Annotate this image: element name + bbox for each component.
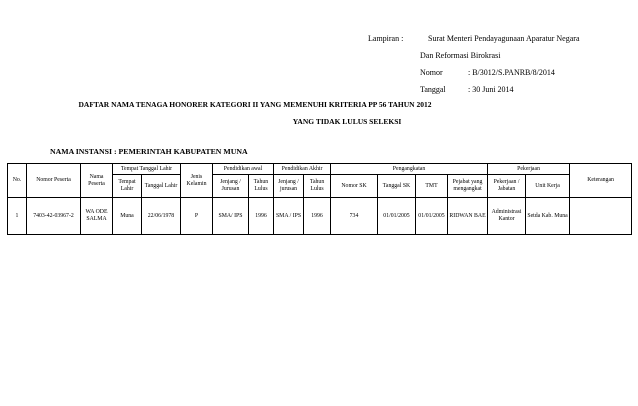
- header-nama-peserta: Nama Peserta: [81, 164, 113, 198]
- instansi-heading: NAMA INSTANSI : PEMERINTAH KABUPATEN MUNA: [50, 147, 248, 156]
- header-tmt: TMT: [416, 175, 448, 198]
- header-pekerjaan-jabatan: Pekerjaan / Jabatan: [488, 175, 526, 198]
- cell-tempat-lahir: Muna: [113, 198, 142, 235]
- document-title: DAFTAR NAMA TENAGA HONORER KATEGORI II YANG MEMENUHI KRITERIA PP 56 TAHUN 2012: [78, 100, 432, 109]
- header-pejabat: Pejabat yang mengangkat: [448, 175, 488, 198]
- header-tahun-awal: Tahun Lulus: [249, 175, 274, 198]
- cell-jenjang-awal: SMA/ IPS: [213, 198, 249, 235]
- header-tanggal-sk: Tanggal SK: [378, 175, 416, 198]
- nomor-label: Nomor: [420, 68, 443, 77]
- cell-nama: WA ODE SALMA: [81, 198, 113, 235]
- cell-jenjang-akhir: SMA / IPS: [274, 198, 304, 235]
- cell-tanggal-sk: 01/01/2005: [378, 198, 416, 235]
- header-tanggal-lahir: Tanggal Lahir: [142, 175, 181, 198]
- cell-jenis-kelamin: P: [181, 198, 213, 235]
- nomor-value: : B/3012/S.PANRB/8/2014: [468, 68, 555, 77]
- header-pendidikan-akhir: Pendidikan Akhir: [274, 164, 331, 175]
- cell-tmt: 01/01/2005: [416, 198, 448, 235]
- cell-tahun-awal: 1996: [249, 198, 274, 235]
- header-jenjang-akhir: Jenjang / jurusan: [274, 175, 304, 198]
- document-subtitle: YANG TIDAK LULUS SELEKSI: [292, 117, 402, 126]
- header-pengangkatan: Pengangkatan: [331, 164, 488, 175]
- header-keterangan: Keterangan: [570, 164, 632, 198]
- header-tempat-tanggal-lahir: Tempat Tanggal Lahir: [113, 164, 181, 175]
- table-row: [8, 198, 632, 235]
- header-tahun-akhir: Tahun Lulus: [304, 175, 331, 198]
- header-jenis-kelamin: Jenis Kelamin: [181, 164, 213, 198]
- lampiran-block: [368, 30, 628, 98]
- cell-no: 1: [8, 198, 27, 235]
- tanggal-value: : 30 Juni 2014: [468, 85, 514, 94]
- cell-nomor-sk: 734: [331, 198, 378, 235]
- cell-nomor-peserta: 7403-42-03967-2: [27, 198, 81, 235]
- cell-keterangan: [570, 198, 632, 235]
- header-pekerjaan: Pekerjaan: [488, 164, 570, 175]
- honorer-table: [7, 163, 632, 235]
- header-pendidikan-awal: Pendidikan awal: [213, 164, 274, 175]
- header-row-1: [8, 164, 632, 175]
- header-tempat-lahir: Tempat Lahir: [113, 175, 142, 198]
- header-nomor-peserta: Nomor Peserta: [27, 164, 81, 198]
- cell-pejabat: RIDWAN BAE: [448, 198, 488, 235]
- header-no: No.: [8, 164, 27, 198]
- header-jenjang-awal: Jenjang / Jurusan: [213, 175, 249, 198]
- lampiran-line1: Surat Menteri Pendayagunaan Aparatur Negara: [428, 34, 580, 43]
- cell-jabatan: Administrasi Kantor: [488, 198, 526, 235]
- cell-tanggal-lahir: 22/06/1978: [142, 198, 181, 235]
- header-nomor-sk: Nomor SK: [331, 175, 378, 198]
- lampiran-label: Lampiran :: [368, 34, 404, 43]
- cell-unit-kerja: Setda Kab. Muna: [526, 198, 570, 235]
- tanggal-label: Tanggal: [420, 85, 446, 94]
- lampiran-line2: Dan Reformasi Birokrasi: [420, 51, 501, 60]
- header-unit-kerja: Unit Kerja: [526, 175, 570, 198]
- cell-tahun-akhir: 1996: [304, 198, 331, 235]
